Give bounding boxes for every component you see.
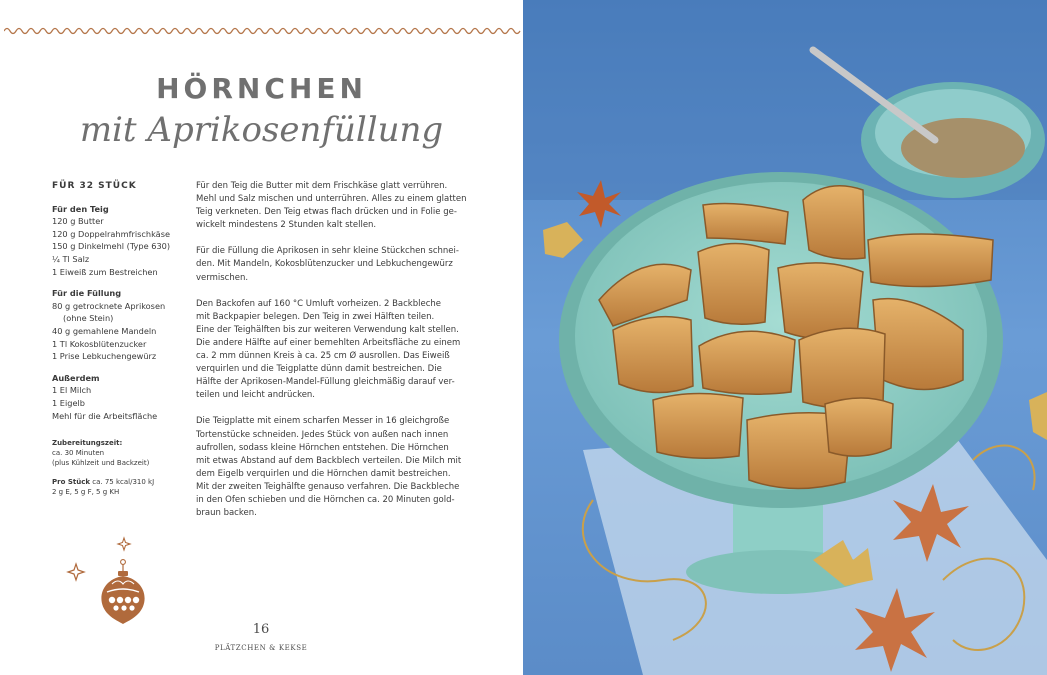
instruction-step: Für den Teig die Butter mit dem Frischkäse glatt verrühren. Mehl und Salz mischen und unterrühren. Alles zu einem glatten Teig verkneten. Den Teig etwas flach drücken und in Folie ge- wickelt mindestens 2 Stunden kalt stellen. xyxy=(196,181,467,231)
ingredient-item: 1 Eiweiß zum Bestreichen xyxy=(52,266,158,277)
ingredient-item: 1 El Milch xyxy=(52,385,92,396)
ingredient-item: 40 g gemahlene Mandeln xyxy=(52,325,157,336)
recipe-subtitle: mit Aprikosenfüllung xyxy=(79,110,444,150)
ingredient-item: Mehl für die Arbeitsfläche xyxy=(52,410,158,421)
nutrition-energy: ca. 75 kcal/310 kJ xyxy=(92,478,155,487)
ingredient-item: 1 Tl Kokosblütenzucker xyxy=(52,338,147,349)
recipe-title: HÖRNCHEN xyxy=(156,72,367,105)
ingredient-item: 120 g Butter xyxy=(52,216,104,227)
instructions-column xyxy=(196,180,476,533)
ingredient-item: 1 Prise Lebkuchengewürz xyxy=(52,351,157,362)
ingredient-heading: Für die Füllung xyxy=(52,288,122,299)
nutrition-label: Pro Stück xyxy=(52,478,91,487)
prep-time-note: (plus Kühlzeit und Backzeit) xyxy=(52,459,150,468)
ingredient-item: 80 g getrocknete Aprikosen xyxy=(52,300,166,311)
ingredient-item: 120 g Doppelrahmfrischkäse xyxy=(52,228,170,239)
chapter-footer: PLÄTZCHEN & KEKSE xyxy=(214,644,308,652)
ingredient-item: 1 Eigelb xyxy=(52,397,85,408)
recipe-page xyxy=(0,0,523,675)
ingredient-item: ¼ Tl Salz xyxy=(52,253,90,264)
yield-label: FÜR 32 STÜCK xyxy=(52,181,137,191)
instruction-step: Für die Füllung die Aprikosen in sehr kleine Stückchen schnei- den. Mit Mandeln, Kokosblütenzucker und Lebkuchengewürz vermischen. xyxy=(196,246,459,283)
nutrition-info xyxy=(52,477,177,497)
prep-time-label: Zubereitungszeit: xyxy=(52,439,123,448)
prep-time xyxy=(52,438,177,468)
ingredient-heading: Außerdem xyxy=(52,372,100,383)
decorative-border xyxy=(4,26,521,36)
instruction-step: Den Backofen auf 160 °C Umluft vorheizen. 2 Backbleche mit Backpapier belegen. Den Teig in zwei Hälften teilen. Eine der Teighälften bis zur weiteren Verwendung kalt stellen. Die andere Hälfte auf einer bemehlten Arbeitsfläche zu einem ca. 2 mm dünnen Kreis à ca. 25 cm Ø ausrollen. Das Eiweiß verquirlen und die Teigplatte dünn damit bestreichen. Die Hälfte der Aprikosen-Mandel-Füllung gleichmäßig darauf ver- teilen und leicht andrücken. xyxy=(196,298,461,401)
instruction-step: Die Teigplatte mit einem scharfen Messer in 16 gleichgroße Tortenstücke schneiden. Jedes Stück von außen nach innen aufrollen, sodass kleine Hörnchen entstehen. Die Hörnchen mit etwas Abstand auf dem Backblech verteilen. Die Milch mit dem Eigelb verquirlen und die Hörnchen damit bestreichen. Mit der zweiten Teighälfte genauso verfahren. Die Backbleche in den Ofen schieben und die Hörnchen ca. 20 Minuten gold- braun backen. xyxy=(196,416,462,519)
recipe-photo xyxy=(523,0,1047,675)
page-number: 16 xyxy=(252,622,270,637)
ingredient-heading: Für den Teig xyxy=(52,203,109,214)
prep-time-value: ca. 30 Minuten xyxy=(52,449,105,458)
nutrition-macros: 2 g E, 5 g F, 5 g KH xyxy=(52,488,120,497)
ingredients-column xyxy=(52,180,177,497)
ingredient-item: 150 g Dinkelmehl (Type 630) xyxy=(52,241,171,252)
ingredient-item: (ohne Stein) xyxy=(63,313,114,324)
christmas-ornament-icon xyxy=(60,536,160,636)
